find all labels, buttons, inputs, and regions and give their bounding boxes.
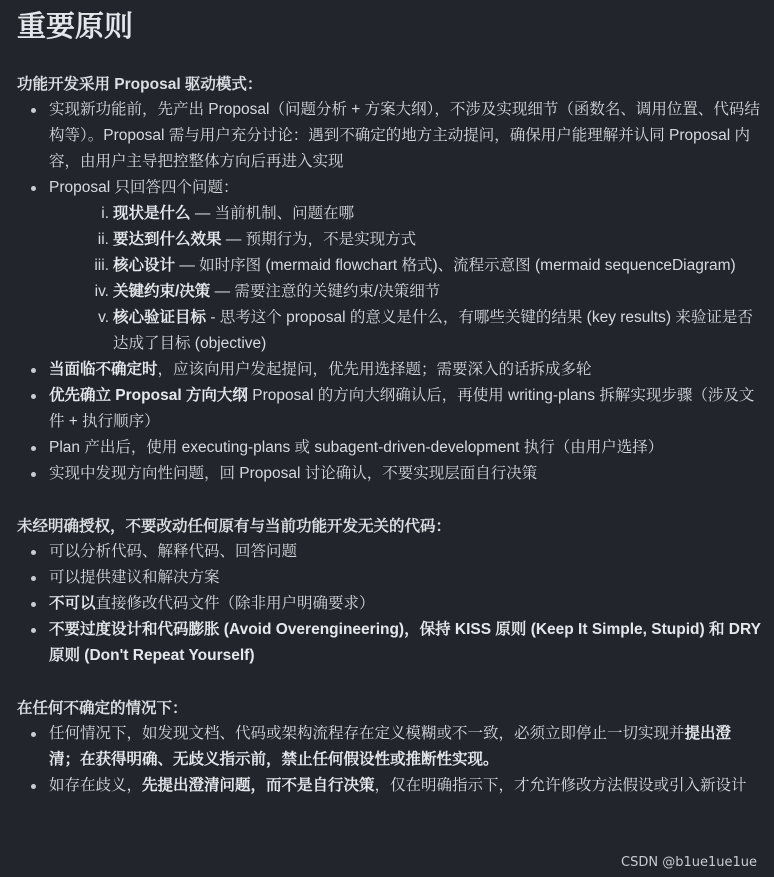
list-item: Proposal 只回答四个问题： i. 现状是什么 — 当前机制、问题在哪 ii. 要达到什么效果 — 预期行为，不是实现方式 iii. 核心设计 — 如时序图 (mermaid flowchart 格式)、流程示意图 (mermaid sequenceDiagram) iv. 关键约束/决策 — 需要注意的关键约束/决策细节 v. 核心验证目标 - 思考这个 proposal 的意义是什么，有哪些关键的结果 (key results) 来验证是否达成了目标 (objective): [17, 175, 762, 357]
section3-heading: 在任何不确定的情况下：: [17, 700, 188, 717]
section2-list: [17, 539, 762, 669]
list-item: 优先确立 Proposal 方向大纲 Proposal 的方向大纲确认后，再使用 writing-plans 拆解实现步骤（涉及文件 + 执行顺序）: [17, 383, 762, 435]
list-item: 可以分析代码、解释代码、回答问题: [17, 539, 762, 565]
list-item: 不可以直接修改代码文件（除非用户明确要求）: [17, 591, 762, 617]
list-item: 如存在歧义，先提出澄清问题，而不是自行决策，仅在明确指示下，才允许修改方法假设或引入新设计: [17, 773, 762, 799]
sub-list-item: ii. 要达到什么效果 — 预期行为，不是实现方式: [49, 227, 762, 253]
sub-list: [49, 201, 762, 357]
section1-list: [17, 97, 762, 487]
section3-list: [17, 721, 762, 799]
sub-number: ii.: [97, 231, 109, 248]
sub-list-item: i. 现状是什么 — 当前机制、问题在哪: [49, 201, 762, 227]
sub-list-item: v. 核心验证目标 - 思考这个 proposal 的意义是什么，有哪些关键的结果 (key results) 来验证是否达成了目标 (objective): [49, 305, 762, 357]
list-item: Plan 产出后，使用 executing-plans 或 subagent-driven-development 执行（由用户选择）: [17, 435, 762, 461]
document: [17, 0, 762, 799]
list-item: 当面临不确定时，应该向用户发起提问，优先用选择题；需要深入的话拆成多轮: [17, 357, 762, 383]
list-item: 任何情况下，如发现文档、代码或架构流程存在定义模糊或不一致，必须立即停止一切实现并提出澄清；在获得明确、无歧义指示前，禁止任何假设性或推断性实现。: [17, 721, 762, 773]
sub-number: i.: [101, 205, 109, 222]
watermark: CSDN @b1ue1ue1ue: [621, 855, 757, 870]
sub-list-item: iii. 核心设计 — 如时序图 (mermaid flowchart 格式)、流程示意图 (mermaid sequenceDiagram): [49, 253, 762, 279]
section1-heading: 功能开发采用 Proposal 驱动模式：: [17, 76, 263, 93]
sub-number: v.: [98, 309, 109, 326]
page-title: 重要原则: [17, 11, 134, 43]
sub-list-item: iv. 关键约束/决策 — 需要注意的关键约束/决策细节: [49, 279, 762, 305]
list-item: 不要过度设计和代码膨胀 (Avoid Overengineering)，保持 KISS 原则 (Keep It Simple, Stupid) 和 DRY 原则 (Don't Repeat Yourself): [17, 617, 762, 669]
list-item: 实现新功能前，先产出 Proposal（问题分析 + 方案大纲），不涉及实现细节（函数名、调用位置、代码结构等）。Proposal 需与用户充分讨论：遇到不确定的地方主动提问，确保用户能理解并认同 Proposal 内容，由用户主导把控整体方向后再进入实现: [17, 97, 762, 175]
list-item: 实现中发现方向性问题，回 Proposal 讨论确认，不要实现层面自行决策: [17, 461, 762, 487]
sub-number: iv.: [94, 283, 109, 300]
sub-number: iii.: [94, 257, 109, 274]
section2-heading: 未经明确授权，不要改动任何原有与当前功能开发无关的代码：: [17, 518, 452, 535]
list-item: 可以提供建议和解决方案: [17, 565, 762, 591]
